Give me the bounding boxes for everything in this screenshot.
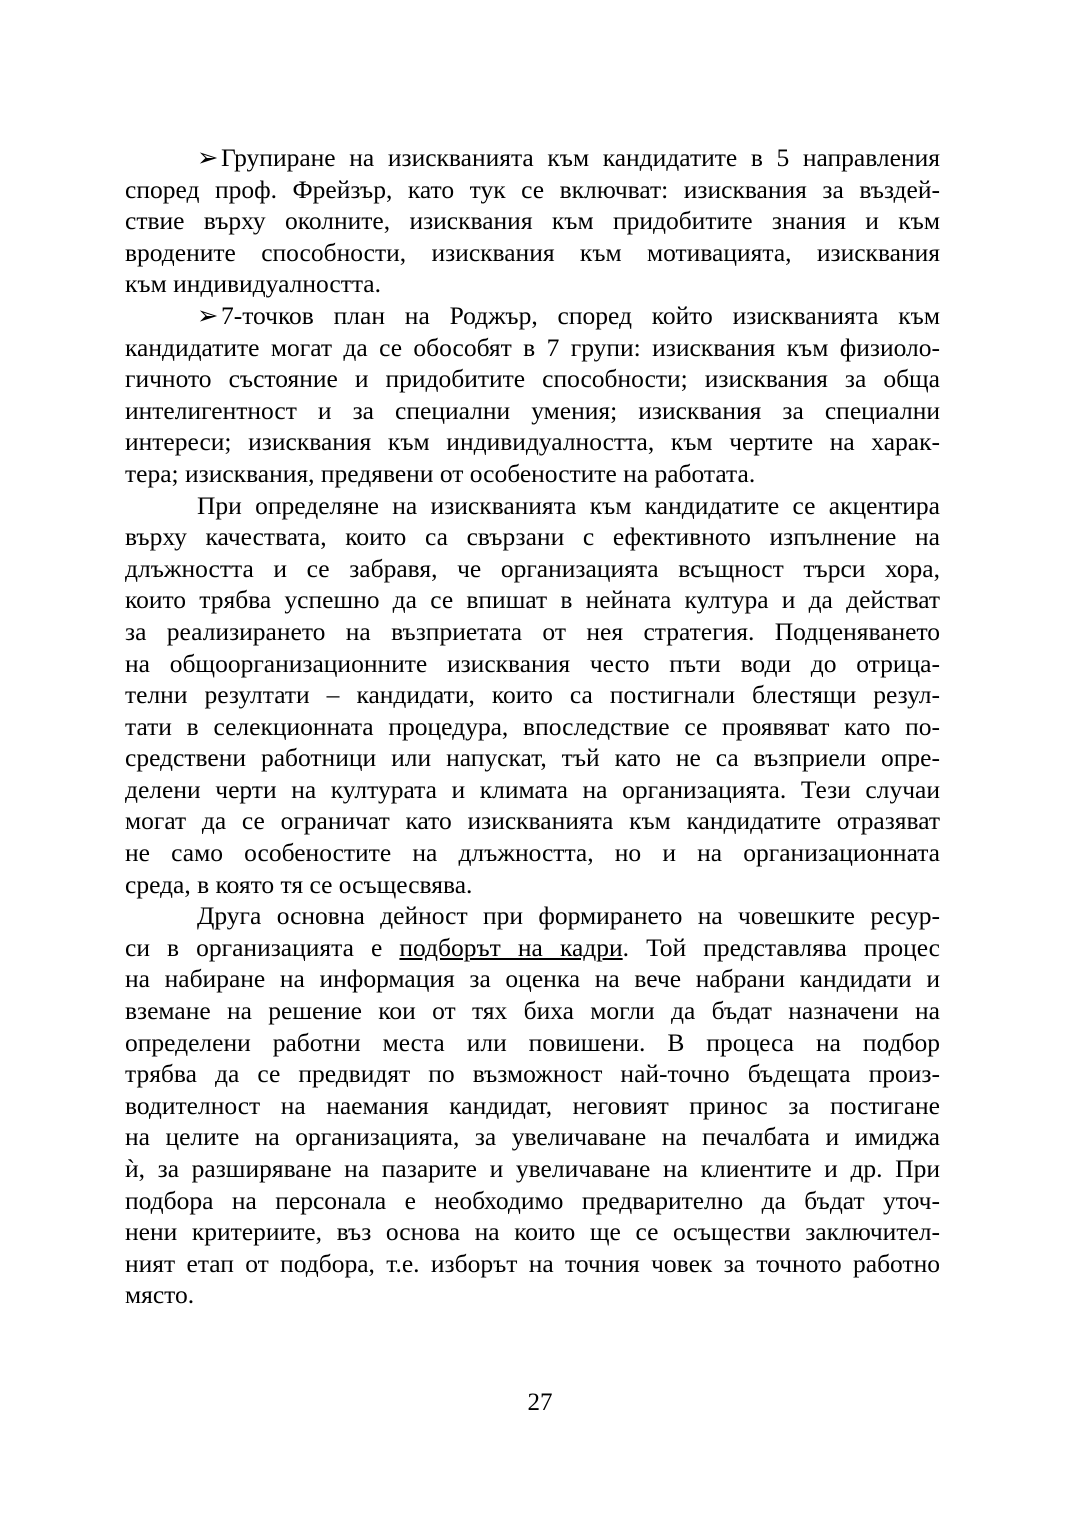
paragraph-bullet-rodger bbox=[125, 300, 940, 490]
text-line: делени черти на културата и климата на организацията. Тези случаи bbox=[125, 774, 940, 804]
text-line: ният етап от подбора, т.е. изборът на точния човек за точното работно bbox=[125, 1248, 940, 1278]
text-line: които трябва успешно да се впишат в нейната култура и да действат bbox=[125, 585, 940, 615]
text-line: според проф. Фрейзър, като тук се включват: изисквания за въздей- bbox=[125, 174, 940, 204]
text-line: на набиране на информация за оценка на вече набрани кандидати и bbox=[125, 964, 940, 994]
text-line: среда, в която тя се осъщесвява. bbox=[125, 869, 473, 899]
text-line: 7-точков план на Роджър, според който изискванията към bbox=[221, 300, 940, 330]
text-line: телни резултати – кандидати, които са постигнали блестящи резул- bbox=[125, 680, 940, 710]
text-line: трябва да се предвидят по възможност най-точно бъдещата произ- bbox=[125, 1059, 940, 1089]
text-line: гичното състояние и придобитите способности; изисквания за обща bbox=[125, 364, 940, 394]
text-line: Групиране на изискванията към кандидатите в 5 направления bbox=[221, 143, 940, 172]
text-line: тати в селекционната процедура, впоследствие се проявяват като по- bbox=[125, 711, 940, 741]
text-line: ѝ, за разширяване на пазарите и увеличаване на клиентите и др. При bbox=[125, 1154, 940, 1183]
text-line: интелигентност и за специални умения; изисквания за специални bbox=[125, 395, 940, 425]
text-line: място. bbox=[125, 1280, 195, 1310]
text-line: При определяне на изискванията към кандидатите се акцентира bbox=[197, 490, 940, 520]
paragraph-selection bbox=[125, 900, 940, 1311]
text-line: върху качествата, които са свързани с ефективното изпълнение на bbox=[125, 522, 940, 552]
text-line: вродените способности, изисквания към мотивацията, изисквания bbox=[125, 237, 940, 267]
text-line: нени критериите, въз основа на които ще се осъществи заключител- bbox=[125, 1217, 940, 1247]
text-line: Друга основна дейност при формирането на човешките ресур- bbox=[197, 901, 940, 931]
underlined-term: подборът на кадри bbox=[399, 932, 623, 962]
text-line: за реализирането на възприетата от нея стратегия. Подценяването bbox=[125, 616, 940, 646]
text-line: не само особеностите на длъжността, но и на организационната bbox=[125, 838, 940, 868]
paragraph-requirements bbox=[125, 490, 940, 901]
text-line: вземане на решение кои от тях биха могли да бъдат назначени на bbox=[125, 996, 940, 1026]
text-line: водителност на наемания кандидат, неговият принос за постигане bbox=[125, 1090, 940, 1120]
paragraph-bullet-fraser bbox=[125, 142, 940, 300]
text-line: определени работни места или повишени. В процеса на подбор bbox=[125, 1027, 940, 1057]
page-number: 27 bbox=[527, 1389, 553, 1416]
text-line: към индивидуалността. bbox=[125, 269, 381, 299]
text-line: на общоорганизационните изисквания често пъти води до отрица- bbox=[125, 648, 940, 678]
bullet-arrow-icon: ➢ bbox=[197, 300, 219, 330]
text-line: кандидатите могат да се обособят в 7 групи: изисквания към физиоло- bbox=[125, 332, 940, 362]
text-line: подбора на персонала е необходимо предварително да бъдат уточ- bbox=[125, 1185, 940, 1215]
text-line: могат да се ограничат като изискванията към кандидатите отразяват bbox=[125, 806, 940, 836]
page-body bbox=[125, 142, 940, 1311]
text-line: ствие върху околните, изисквания към придобитите знания и към bbox=[125, 206, 940, 236]
bullet-arrow-icon: ➢ bbox=[197, 143, 219, 172]
text-line: средствени работници или напускат, тъй като не са възприели опре- bbox=[125, 743, 940, 773]
text-line: си в организацията е подборът на кадри. Той представлява процес bbox=[125, 932, 940, 962]
text-line: интереси; изисквания към индивидуалността, към чертите на харак- bbox=[125, 427, 940, 457]
text-line: на целите на организацията, за увеличаване на печалбата и имиджа bbox=[125, 1122, 940, 1152]
text-line: длъжността и се забравя, че организацията всъщност търси хора, bbox=[125, 553, 940, 583]
text-line: тера; изисквания, предявени от особеностите на работата. bbox=[125, 458, 756, 488]
